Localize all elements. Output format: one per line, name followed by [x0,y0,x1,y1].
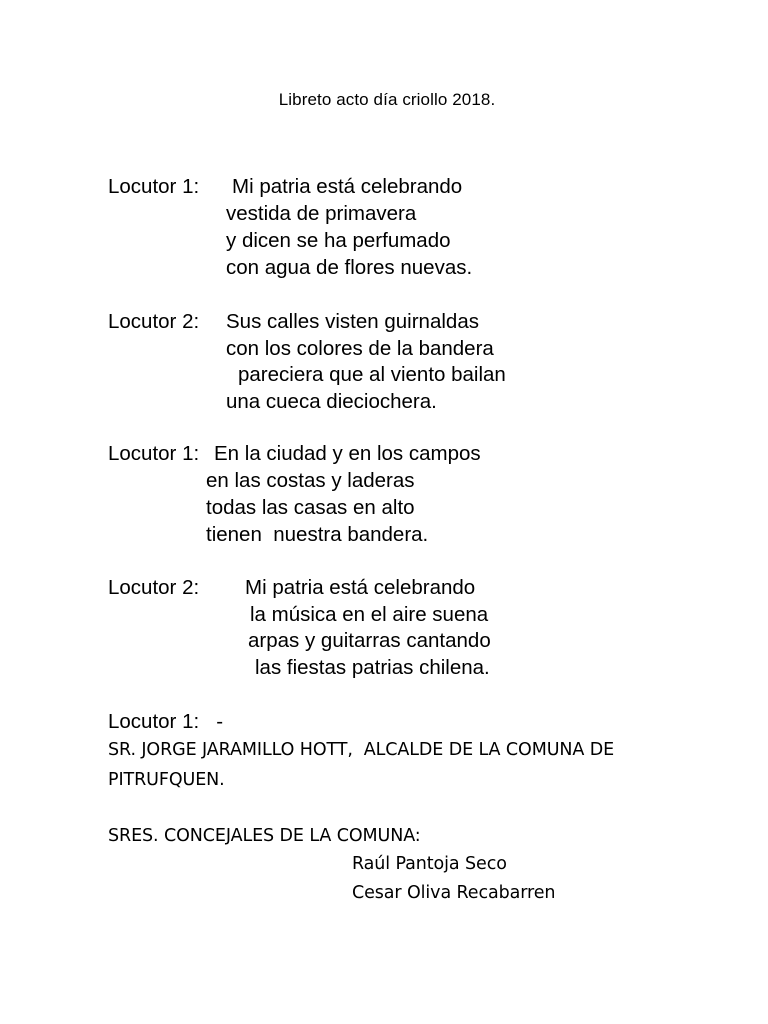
closing-speaker: Locutor 1: - [108,710,224,733]
council-member-1: Raúl Pantoja Seco [352,854,507,874]
stanza4-speaker: Locutor 2: [108,576,200,599]
mayor-line-1: SR. JORGE JARAMILLO HOTT, ALCALDE DE LA COMUNA DE [108,740,615,760]
stanza2-line-2: con los colores de la bandera [226,337,494,360]
stanza4-line-3: arpas y guitarras cantando [248,629,491,652]
stanza4-line-2: la música en el aire suena [250,603,489,626]
stanza4-line-4: las fiestas patrias chilena. [255,656,490,679]
stanza3-line-2: en las costas y laderas [206,469,415,492]
stanza3-line-4: tienen nuestra bandera. [206,523,429,546]
stanza2-line-4: una cueca dieciochera. [226,390,437,413]
stanza4-line-1: Mi patria está celebrando [245,576,476,599]
stanza3-line-3: todas las casas en alto [206,496,415,519]
stanza2-line-3: pareciera que al viento bailan [238,363,506,386]
stanza2-line-1: Sus calles visten guirnaldas [226,310,479,333]
stanza1-line-3: y dicen se ha perfumado [226,229,451,252]
stanza3-line-1: En la ciudad y en los campos [214,442,481,465]
stanza1-line-2: vestida de primavera [226,202,417,225]
mayor-line-2: PITRUFQUEN. [108,770,225,790]
stanza1-line-4: con agua de flores nuevas. [226,256,473,279]
council-heading: SRES. CONCEJALES DE LA COMUNA: [108,826,421,846]
stanza3-speaker: Locutor 1: [108,442,200,465]
stanza2-speaker: Locutor 2: [108,310,200,333]
stanza1-speaker: Locutor 1: [108,175,200,198]
document-title-text: Libreto acto día criollo 2018. [278,90,496,109]
document-title [0,90,768,110]
stanza1-line-1: Mi patria está celebrando [232,175,463,198]
council-member-2: Cesar Oliva Recabarren [352,883,556,903]
